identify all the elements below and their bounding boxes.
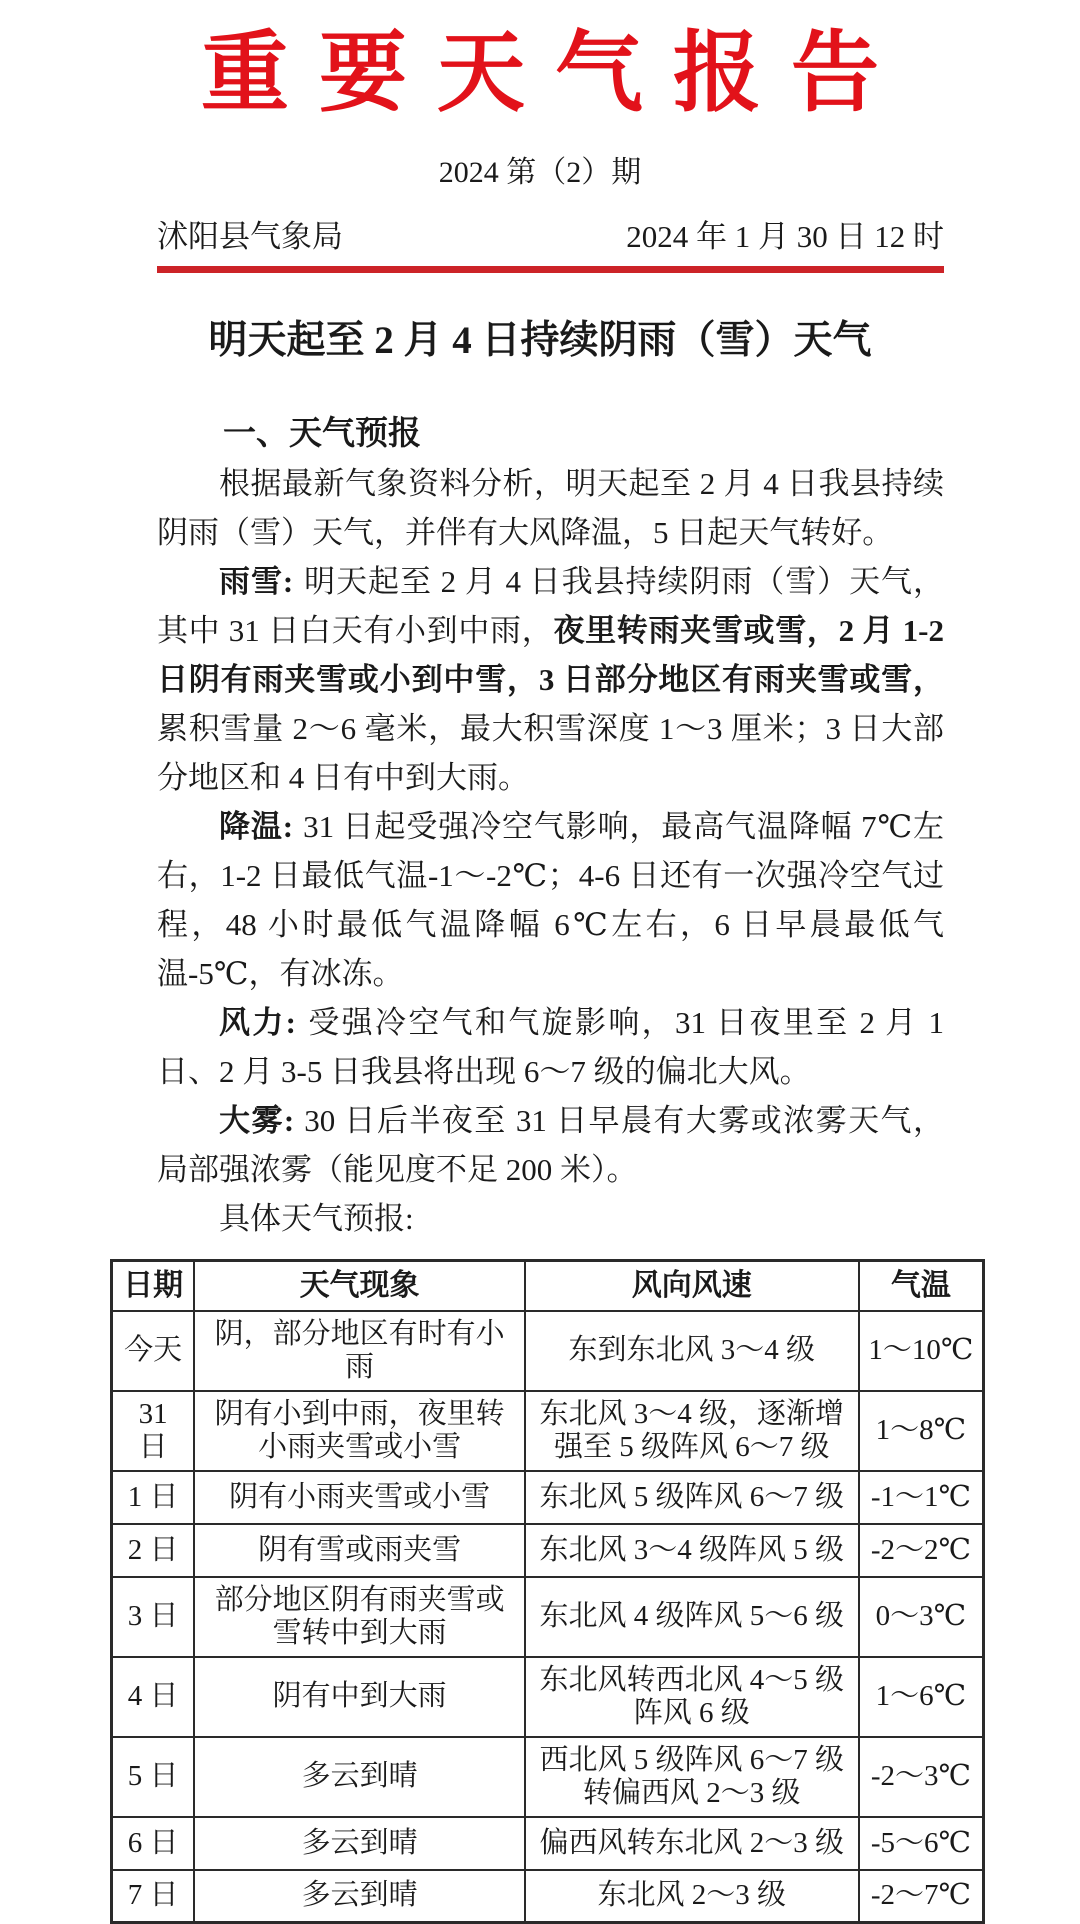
cell-weather: 多云到晴 xyxy=(194,1737,524,1817)
cell-date: 7 日 xyxy=(112,1870,195,1923)
issuing-agency: 沭阳县气象局 xyxy=(157,219,343,254)
cell-wind: 东到东北风 3～4 级 xyxy=(525,1311,859,1391)
cell-temp: 1～10℃ xyxy=(859,1311,984,1391)
cell-date: 1 日 xyxy=(112,1471,195,1524)
issue-datetime: 2024 年 1 月 30 日 12 时 xyxy=(626,219,944,254)
paragraph-wind xyxy=(157,998,944,1096)
bureau-date-row xyxy=(157,220,944,254)
cell-wind: 东北风 3～4 级，逐渐增强至 5 级阵风 6～7 级 xyxy=(525,1391,859,1471)
cooling-label: 降温: xyxy=(219,809,294,844)
paragraph-fog xyxy=(157,1096,944,1194)
header-weather: 天气现象 xyxy=(194,1261,524,1311)
cell-date: 3 日 xyxy=(112,1577,195,1657)
cell-date: 今天 xyxy=(112,1311,195,1391)
table-row xyxy=(112,1817,984,1870)
cell-weather: 多云到晴 xyxy=(194,1870,524,1923)
section-heading-forecast: 一、天气预报 xyxy=(223,416,421,452)
cell-wind: 东北风 3～4 级阵风 5 级 xyxy=(525,1524,859,1577)
rain-snow-text-bold: 夜里转雨夹雪或雪，2 月 1-2 日阴有雨夹雪或小到中雪，3 日部分地区有雨夹雪或雪， xyxy=(157,613,945,697)
cell-weather: 阴，部分地区有时有小雨 xyxy=(194,1311,524,1391)
table-row xyxy=(112,1311,984,1391)
header-temp: 气温 xyxy=(859,1261,984,1311)
cell-date: 31 日 xyxy=(112,1391,195,1471)
forecast-table-header xyxy=(112,1261,984,1311)
cell-wind: 东北风 4 级阵风 5～6 级 xyxy=(525,1577,859,1657)
forecast-table xyxy=(110,1259,985,1924)
cell-temp: 1～8℃ xyxy=(859,1391,984,1471)
cell-weather: 阴有小雨夹雪或小雪 xyxy=(194,1471,524,1524)
cell-temp: -5～6℃ xyxy=(859,1817,984,1870)
cell-temp: -1～1℃ xyxy=(859,1471,984,1524)
table-row xyxy=(112,1577,984,1657)
cell-temp: -2～7℃ xyxy=(859,1870,984,1923)
table-row xyxy=(112,1471,984,1524)
cell-temp: 1～6℃ xyxy=(859,1657,984,1737)
wind-label: 风力: xyxy=(219,1005,296,1040)
table-intro-line: 具体天气预报: xyxy=(219,1201,414,1236)
cell-temp: -2～2℃ xyxy=(859,1524,984,1577)
cell-weather: 部分地区阴有雨夹雪或雪转中到大雨 xyxy=(194,1577,524,1657)
report-body xyxy=(157,410,944,1243)
cell-wind: 西北风 5 级阵风 6～7 级转偏西风 2～3 级 xyxy=(525,1737,859,1817)
rain-snow-label: 雨雪: xyxy=(219,564,294,599)
cell-weather: 阴有中到大雨 xyxy=(194,1657,524,1737)
rain-snow-text-1: 明天起至 2 月 4 日我县持续阴雨（雪）天气，其中 31 日白天有小到中雨， xyxy=(157,564,944,648)
cooling-text: 31 日起受强冷空气影响，最高气温降幅 7℃左右，1-2 日最低气温-1～-2℃；4-6 日还有一次强冷空气过程，48 小时最低气温降幅 6℃左右，6 日早晨最低气温-5℃，有冰冻。 xyxy=(157,809,944,991)
wind-text: 受强冷空气和气旋影响，31 日夜里至 2 月 1 日、2 月 3-5 日我县将出现 6～7 级的偏北大风。 xyxy=(157,1005,945,1089)
cell-wind: 东北风转西北风 4～5 级阵风 6 级 xyxy=(525,1657,859,1737)
cell-wind: 东北风 2～3 级 xyxy=(525,1870,859,1923)
cell-temp: -2～3℃ xyxy=(859,1737,984,1817)
cell-date: 6 日 xyxy=(112,1817,195,1870)
cell-wind: 偏西风转东北风 2～3 级 xyxy=(525,1817,859,1870)
cell-temp: 0～3℃ xyxy=(859,1577,984,1657)
table-row xyxy=(112,1391,984,1471)
weather-report-document xyxy=(0,26,1080,1912)
cell-date: 4 日 xyxy=(112,1657,195,1737)
cell-date: 2 日 xyxy=(112,1524,195,1577)
table-row xyxy=(112,1657,984,1737)
forecast-table-body xyxy=(112,1311,984,1923)
cell-weather: 阴有雪或雨夹雪 xyxy=(194,1524,524,1577)
report-headline: 明天起至 2 月 4 日持续阴雨（雪）天气 xyxy=(208,319,872,362)
rain-snow-text-2: 累积雪量 2～6 毫米，最大积雪深度 1～3 厘米；3 日大部分地区和 4 日有中到大雨。 xyxy=(157,711,944,795)
table-header-row xyxy=(112,1261,984,1311)
cell-weather: 多云到晴 xyxy=(194,1817,524,1870)
table-row xyxy=(112,1524,984,1577)
report-title: 重要天气报告 xyxy=(200,26,909,123)
issue-number: 2024 第（2）期 xyxy=(438,156,642,189)
fog-label: 大雾: xyxy=(219,1103,295,1138)
paragraph-cooling xyxy=(157,802,944,998)
table-row xyxy=(112,1737,984,1817)
cell-weather: 阴有小到中雨，夜里转小雨夹雪或小雪 xyxy=(194,1391,524,1471)
intro-text: 根据最新气象资料分析，明天起至 2 月 4 日我县持续阴雨（雪）天气，并伴有大风降温，5 日起天气转好。 xyxy=(157,466,944,550)
paragraph-intro xyxy=(157,459,944,557)
header-divider-rule xyxy=(157,266,944,273)
paragraph-rain-snow xyxy=(157,557,944,802)
cell-wind: 东北风 5 级阵风 6～7 级 xyxy=(525,1471,859,1524)
header-wind: 风向风速 xyxy=(525,1261,859,1311)
cell-date: 5 日 xyxy=(112,1737,195,1817)
fog-text: 30 日后半夜至 31 日早晨有大雾或浓雾天气，局部强浓雾（能见度不足 200 米）。 xyxy=(157,1103,945,1187)
header-date: 日期 xyxy=(112,1261,195,1311)
table-row xyxy=(112,1870,984,1923)
